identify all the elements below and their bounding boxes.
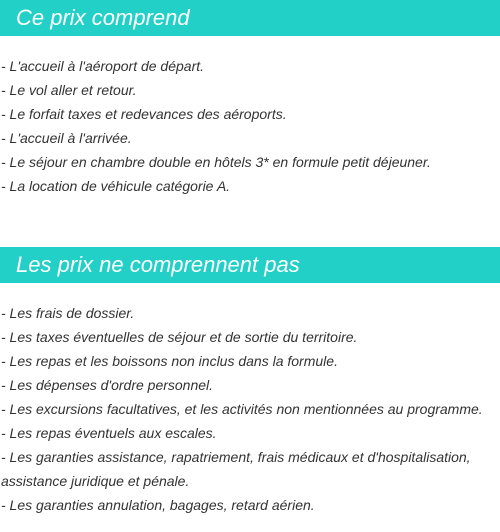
list-item: - Le forfait taxes et redevances des aéroports. <box>1 106 287 122</box>
included-section-header <box>0 0 500 36</box>
list-item: - Le séjour en chambre double en hôtels 3* en formule petit déjeuner. <box>1 154 431 170</box>
list-item: - Les garanties annulation, bagages, retard aérien. <box>1 497 315 513</box>
list-item: - L'accueil à l'arrivée. <box>1 130 132 146</box>
list-item: - Les garanties assistance, rapatriement, frais médicaux et d'hospitalisation, assistance juridique et pénale. <box>1 449 471 489</box>
list-item: - Les excursions facultatives, et les activités non mentionnées au programme. <box>1 401 483 417</box>
list-item: - Le vol aller et retour. <box>1 82 137 98</box>
excluded-section-header <box>0 247 500 283</box>
list-item: - Les repas et les boissons non inclus dans la formule. <box>1 353 338 369</box>
list-item: - La location de véhicule catégorie A. <box>1 178 231 194</box>
list-item: - Les taxes éventuelles de séjour et de sortie du territoire. <box>1 329 358 345</box>
list-item: - Les dépenses d'ordre personnel. <box>1 377 214 393</box>
included-section-title: Ce prix comprend <box>16 5 190 30</box>
excluded-section-title: Les prix ne comprennent pas <box>16 252 300 277</box>
list-item: - L'accueil à l'aéroport de départ. <box>1 58 205 74</box>
list-item: - Les frais de dossier. <box>1 305 135 321</box>
excluded-items-list <box>1 301 497 517</box>
included-items-list <box>1 54 497 198</box>
list-item: - Les repas éventuels aux escales. <box>1 425 217 441</box>
